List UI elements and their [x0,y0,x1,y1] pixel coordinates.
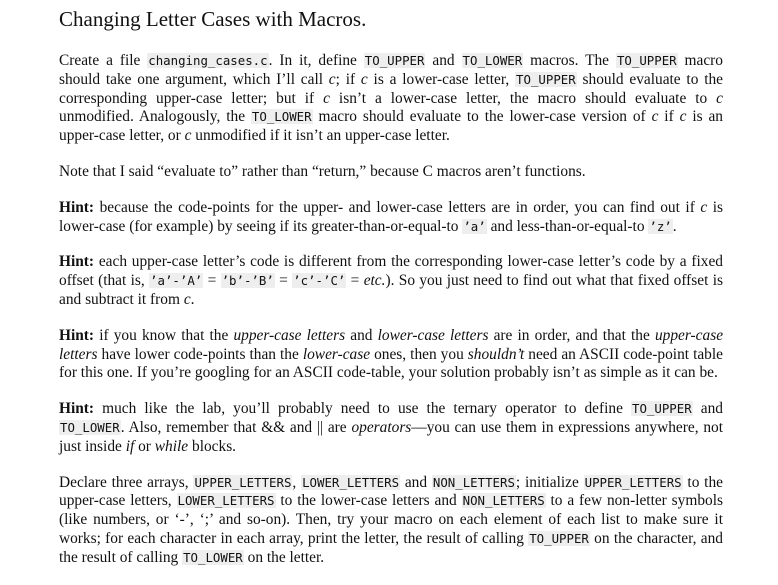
char-code: ’b’-’B’ [221,273,274,289]
emphasis: lower-case [302,345,371,363]
text: on the letter. [243,548,325,566]
text: need an ASCII code-point table for this one. If you’re googling for an ASCII code-table, your solution probably isn’t as simple as it can be. [59,345,723,382]
emphasis: if [125,437,135,455]
text: ; initialize [515,473,584,491]
text: and [425,52,462,69]
emphasis: etc. [363,272,386,290]
hint-paragraph-2 [59,253,723,309]
text: Create a file [59,52,148,69]
text: unmodified. Analogously, the [59,108,251,126]
text: to the lower-case letters and [275,492,462,510]
text: blocks. [188,437,237,455]
text: macro should take one argument, which I’ll call [59,52,723,88]
macro-code: TO_LOWER [60,419,120,435]
text: should evaluate to the corresponding upper-case letter; but if [59,70,724,107]
emphasis: lower-case letters [377,326,489,344]
intro-paragraph [59,52,723,146]
text: have lower code-points than the [97,345,303,363]
emphasis: upper-case letters [59,326,724,363]
hint-label: Hint: [59,253,95,271]
text: and less-than-or-equal-to [486,217,649,235]
hint-paragraph-4 [59,400,723,456]
variable: c [679,108,687,126]
text: and [400,473,432,491]
variable: c [360,70,368,88]
macro-code: TO_LOWER [183,549,243,565]
text: macro should evaluate to the lower-case version of [312,108,652,126]
char-code: ’a’-’A’ [150,273,203,289]
char-code: ’a’ [463,218,486,234]
char-code: ’z’ [649,218,672,234]
emphasis: shouldn’t [467,345,525,363]
text: each upper-case letter’s code is different from the corresponding lower-case letter’s code by a fixed offset (that is, [59,253,723,290]
macro-code: TO_LOWER [251,109,312,125]
variable: c [716,89,723,107]
text: if [658,108,680,126]
text: . Also, remember that && and || are [120,418,352,436]
text: isn’t a lower-case letter, the macro should evaluate to [329,89,717,107]
text: ). So you just need to find out what that fixed offset is and subtract it from [59,272,723,308]
text: much like the lab, you’ll probably need to use the ternary operator to define [94,400,631,418]
text: ; if [335,70,361,88]
text: = [346,272,364,290]
text: . In it, define [268,52,364,69]
text: to a few non-letter symbols (like numbers, or ‘-’, ‘;’ and so-on). Then, try your macro on each element of each list to make sure it works; for each character in each array, print the letter, the result of calling [59,492,723,547]
text: if you know that the [94,326,234,344]
text: unmodified if it isn’t an upper-case letter. [191,127,450,145]
text: on the character, and the result of calling [59,529,723,566]
text: = [274,272,293,290]
array-code: LOWER_LETTERS [177,493,275,509]
macro-code: TO_UPPER [632,401,692,417]
text: are in order, and that the [488,326,655,344]
emphasis: operators [351,418,412,436]
text: Declare three arrays, [59,473,194,491]
text: macros. The [523,52,616,69]
macro-code: TO_UPPER [364,53,425,68]
array-code: UPPER_LETTERS [584,474,682,490]
hint-paragraph-1 [59,199,723,237]
macro-code: TO_UPPER [616,53,677,68]
text: is a lower-case letter, [367,70,516,88]
char-code: ’c’-’C’ [293,273,346,289]
text: . [672,217,677,235]
macro-code: TO_LOWER [462,53,523,68]
variable: c [184,127,192,145]
text: Note that I said “evaluate to” rather than “return,” because C macros aren’t functions. [59,162,586,180]
text: —you can use them in expressions anywhere, not just inside [59,418,723,455]
macro-code: TO_UPPER [529,530,589,546]
variable: c [183,290,191,308]
array-code: NON_LETTERS [432,474,515,490]
array-code: LOWER_LETTERS [302,474,400,490]
emphasis: while [154,437,189,455]
text: or [134,437,155,455]
text: and [692,400,723,418]
macro-code: TO_UPPER [516,71,576,87]
text: is lower-case (for example) by seeing if its greater-than-or-equal-to [59,198,723,235]
text: , [292,473,302,491]
array-code: UPPER_LETTERS [194,474,292,490]
hint-label: Hint: [59,198,95,216]
filename-code: changing_cases.c [148,53,268,68]
text: ones, then you [370,345,468,363]
emphasis: upper-case letters [233,326,346,344]
text: to the upper-case letters, [59,473,723,510]
note-paragraph [59,163,723,182]
text: = [203,272,221,290]
variable: c [651,108,659,126]
variable: c [323,89,330,107]
hint-label: Hint: [59,400,95,418]
text: and [345,326,378,344]
array-code: NON_LETTERS [462,493,545,509]
page-title: Changing Letter Cases with Macros. [59,7,367,31]
text: because the code-points for the upper- and lower-case letters are in order, you can find out if [94,198,701,216]
variable: c [700,198,708,216]
hint-paragraph-3 [59,327,723,383]
document-page [59,6,723,585]
text: . [190,290,195,308]
variable: c [328,70,336,88]
declare-arrays-paragraph [59,474,723,568]
text: is an upper-case letter, or [59,108,723,145]
hint-label: Hint: [59,326,95,344]
